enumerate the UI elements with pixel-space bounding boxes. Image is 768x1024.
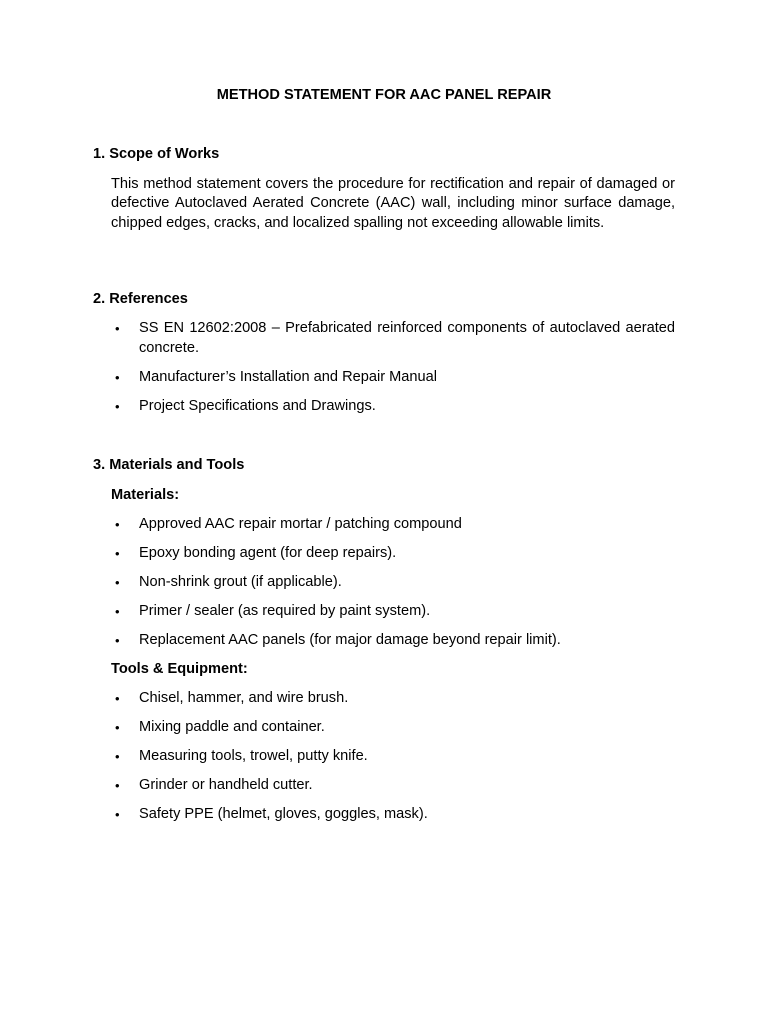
tools-subheading: Tools & Equipment: — [111, 661, 248, 677]
list-item — [93, 319, 675, 358]
materials-list — [93, 515, 675, 651]
bullet-icon: • — [115, 603, 120, 619]
list-item-text: Measuring tools, trowel, putty knife. — [139, 748, 368, 764]
list-item — [93, 515, 675, 535]
section-references — [93, 290, 675, 416]
list-item-text: Epoxy bonding agent (for deep repairs). — [139, 544, 397, 561]
list-item — [93, 368, 675, 388]
bullet-icon: • — [115, 516, 120, 532]
list-item — [93, 544, 675, 564]
bullet-icon: • — [115, 398, 120, 414]
materials-subheading: Materials: — [111, 486, 180, 503]
tools-list — [93, 689, 675, 825]
list-item — [93, 718, 675, 738]
list-item — [93, 689, 675, 709]
bullet-icon: • — [115, 632, 120, 648]
list-item — [93, 776, 675, 796]
section-materials-and-tools — [93, 456, 675, 825]
scope-paragraph: This method statement covers the procedure for rectification and repair of damaged or defective Autoclaved Aerated Concrete (AAC) wall, including minor surface damage, chipped edges, cracks, and localized spalling not exceeding allowable limits. — [111, 175, 675, 231]
list-item-text: Replacement AAC panels (for major damage beyond repair limit). — [139, 631, 561, 648]
list-item-text: Grinder or handheld cutter. — [139, 777, 313, 793]
list-item — [93, 397, 675, 417]
list-item-text: Safety PPE (helmet, gloves, goggles, mask). — [139, 806, 428, 822]
list-item-text: Primer / sealer (as required by paint system). — [139, 602, 431, 619]
section-heading: 3. Materials and Tools — [93, 457, 245, 473]
bullet-icon: • — [115, 691, 120, 706]
list-item — [93, 573, 675, 593]
list-item-text: SS EN 12602:2008 – Prefabricated reinforced components of autoclaved aerated concrete. — [139, 320, 675, 356]
bullet-icon: • — [115, 545, 120, 561]
section-heading: 1. Scope of Works — [93, 146, 220, 162]
document-title: METHOD STATEMENT FOR AAC PANEL REPAIR — [216, 87, 552, 103]
list-item-text: Non-shrink grout (if applicable). — [139, 573, 342, 590]
bullet-icon: • — [115, 720, 120, 735]
list-item-text: Project Specifications and Drawings. — [139, 397, 376, 414]
bullet-icon: • — [115, 807, 120, 822]
list-item — [93, 631, 675, 651]
list-item — [93, 805, 675, 825]
list-item — [93, 602, 675, 622]
list-item-text: Approved AAC repair mortar / patching compound — [139, 515, 462, 532]
bullet-icon: • — [115, 574, 120, 590]
bullet-icon: • — [115, 321, 120, 336]
section-heading: 2. References — [93, 291, 188, 307]
bullet-icon: • — [115, 369, 120, 385]
bullet-icon: • — [115, 778, 120, 793]
list-item-text: Manufacturer’s Installation and Repair Manual — [139, 368, 437, 385]
bullet-icon: • — [115, 749, 120, 764]
list-item — [93, 747, 675, 767]
section-scope-of-works — [93, 145, 675, 233]
list-item-text: Chisel, hammer, and wire brush. — [139, 690, 349, 706]
list-item-text: Mixing paddle and container. — [139, 719, 325, 735]
references-list — [93, 319, 675, 416]
